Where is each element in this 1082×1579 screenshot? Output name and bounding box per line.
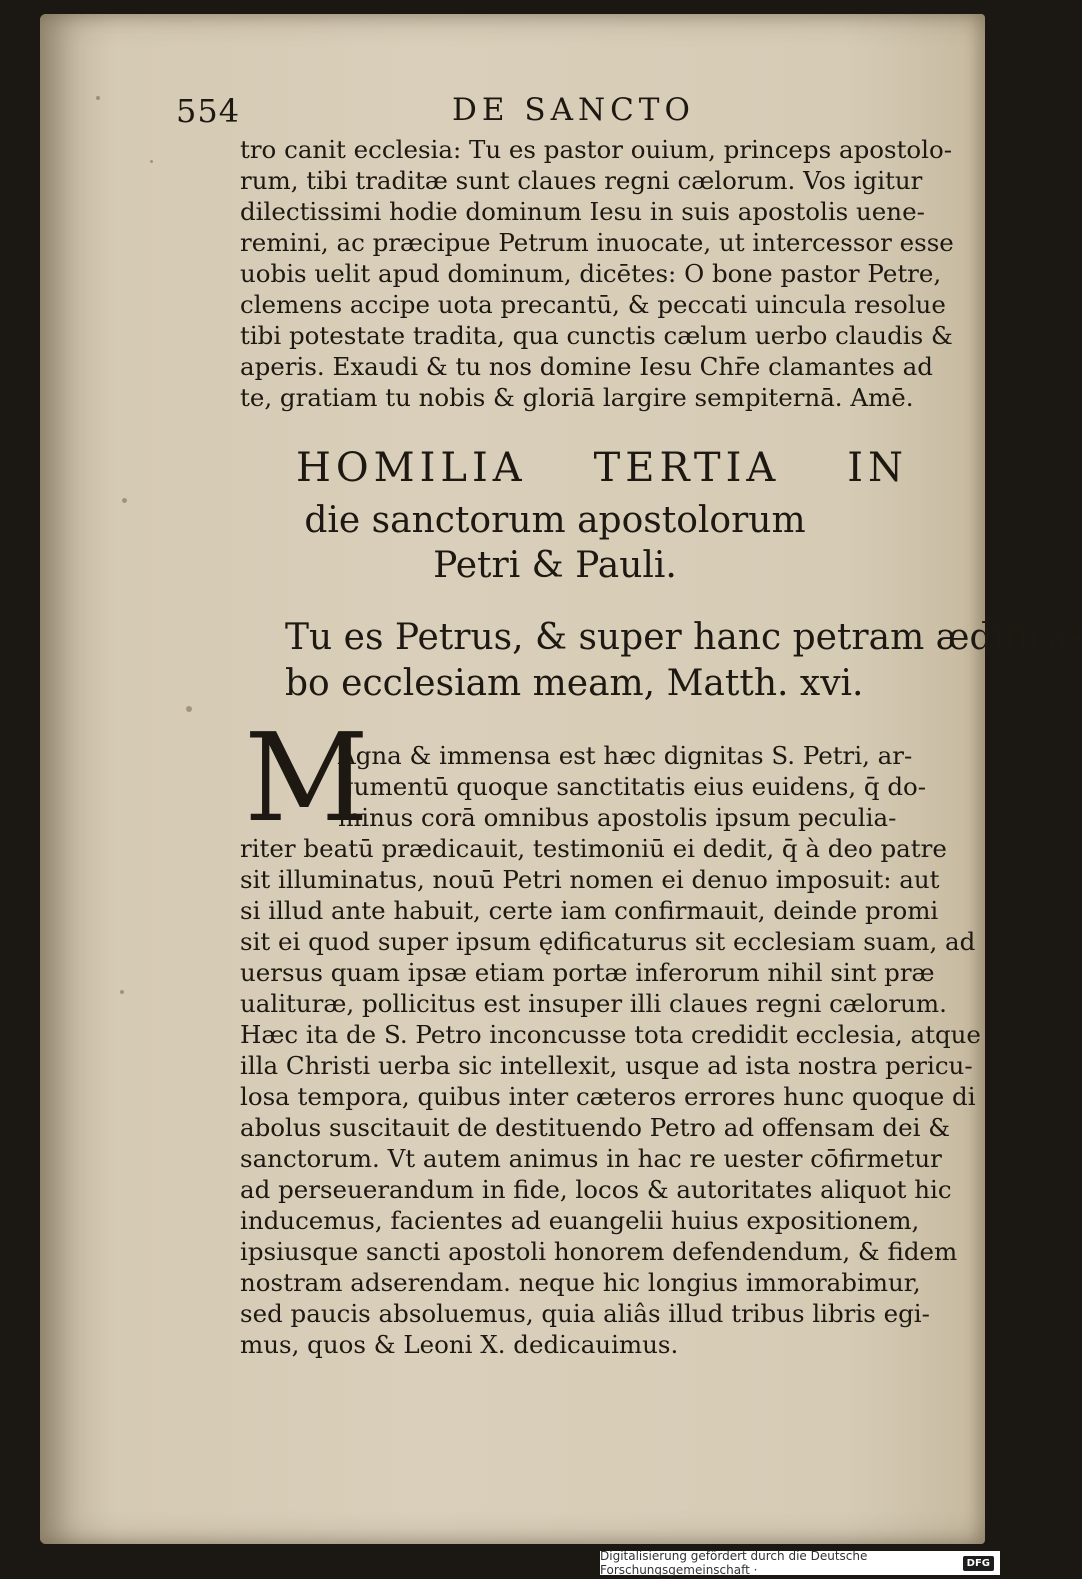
text-line: Hæc ita de S. Petro inconcusse tota credidit ecclesia, atque xyxy=(240,1020,981,1049)
text-line: uersus quam ipsæ etiam portæ inferorum nihil sint præ xyxy=(240,958,935,987)
homily-title: HOMILIA TERTIA IN xyxy=(296,445,908,491)
text-line: aperis. Exaudi & tu nos domine Iesu Chr̄e clamantes ad xyxy=(240,352,933,381)
text-line: nostram adserendam. neque hic longius immorabimur, xyxy=(240,1268,921,1297)
text-line: tro canit ecclesia: Tu es pastor ouium, princeps apostolo- xyxy=(240,135,953,164)
top-paragraph xyxy=(240,134,952,413)
ink-spot xyxy=(120,990,124,994)
page-header xyxy=(0,92,1000,132)
text-line: illa Christi uerba sic intellexit, usque ad ista nostra pericu- xyxy=(240,1051,973,1080)
text-line: sed paucis absoluemus, quia aliâs illud tribus libris egi- xyxy=(240,1299,930,1328)
text-line: clemens accipe uota precantū, & peccati uincula resolue xyxy=(240,290,946,319)
main-paragraph xyxy=(240,740,981,1360)
text-line: rum, tibi traditæ sunt claues regni cælorum. Vos igitur xyxy=(240,166,923,195)
text-line: minus corā omnibus apostolis ipsum peculia- xyxy=(338,803,897,832)
text-line: te, gratiam tu nobis & gloriā largire sempiternā. Amē. xyxy=(240,383,914,412)
text-line: uobis uelit apud dominum, dicētes: O bone pastor Petre, xyxy=(240,259,942,288)
text-line: ualituræ, pollicitus est insuper illi claues regni cælorum. xyxy=(240,989,947,1018)
homily-subtitle-2: Petri & Pauli. xyxy=(433,545,677,586)
text-line: sanctorum. Vt autem animus in hac re uester cōfirmetur xyxy=(240,1144,942,1173)
text-line: losa tempora, quibus inter cæteros errores hunc quoque di xyxy=(240,1082,976,1111)
text-line: si illud ante habuit, certe iam confirmauit, deinde promi xyxy=(240,896,939,925)
text-line: Agna & immensa est hæc dignitas S. Petri, ar- xyxy=(338,741,913,770)
text-line: dilectissimi hodie dominum Iesu in suis apostolis uene- xyxy=(240,197,925,226)
text-line: sit illuminatus, nouū Petri nomen ei denuo imposuit: aut xyxy=(240,865,940,894)
verse-line: bo ecclesiam meam, Matth. xvi. xyxy=(285,663,864,704)
text-line: mus, quos & Leoni X. dedicauimus. xyxy=(240,1330,679,1359)
drop-cap: M xyxy=(244,707,369,849)
page-number: 554 xyxy=(176,92,241,130)
text-line: riter beatū prædicauit, testimoniū ei dedit, q̄ à deo patre xyxy=(240,834,947,863)
ink-spot xyxy=(150,160,153,163)
homily-subtitle-1: die sanctorum apostolorum xyxy=(304,500,806,541)
text-line: sit ei quod super ipsum ędificaturus sit ecclesiam suam, ad xyxy=(240,927,976,956)
scripture-verse xyxy=(285,615,1082,707)
text-line: remini, ac præcipue Petrum inuocate, ut intercessor esse xyxy=(240,228,954,257)
running-title: DE SANCTO xyxy=(452,92,695,128)
text-line: tibi potestate tradita, qua cunctis cælum uerbo claudis & xyxy=(240,321,953,350)
ink-spot xyxy=(186,706,192,712)
verse-line: Tu es Petrus, & super hanc petram ædifica- xyxy=(285,617,1082,658)
text-line: inducemus, facientes ad euangelii huius expositionem, xyxy=(240,1206,920,1235)
dfg-logo: DFG xyxy=(963,1556,994,1571)
digitization-credit xyxy=(600,1551,1000,1575)
text-line: abolus suscitauit de destituendo Petro ad offensam dei & xyxy=(240,1113,951,1142)
credit-text: Digitalisierung gefördert durch die Deutsche Forschungsgemeinschaft · xyxy=(600,1549,868,1577)
text-line: ad perseuerandum in fide, locos & autoritates aliquot hic xyxy=(240,1175,952,1204)
text-line: gumentū quoque sanctitatis eius euidens, q̄ do- xyxy=(338,772,927,801)
text-line: ipsiusque sancti apostoli honorem defendendum, & fidem xyxy=(240,1237,958,1266)
